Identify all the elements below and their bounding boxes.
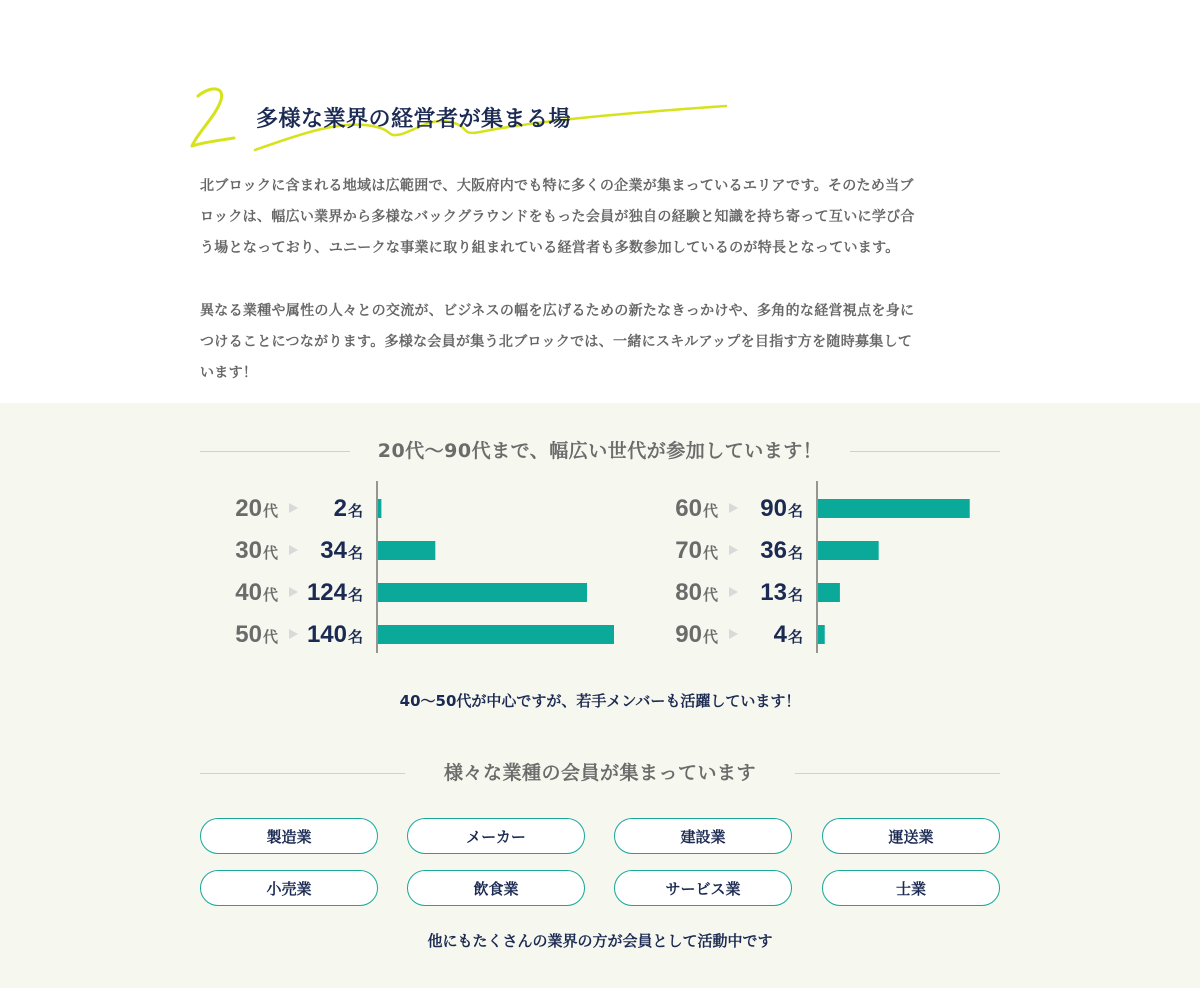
age-label: 60	[675, 495, 702, 522]
count-value: 4	[773, 621, 787, 648]
count-unit: 名	[788, 628, 804, 646]
industry-tag: 製造業	[200, 818, 378, 854]
age-bar	[818, 583, 840, 602]
age-label: 70	[675, 537, 702, 564]
triangle-arrow-icon	[289, 503, 298, 513]
age-section-title	[200, 439, 1000, 463]
count-unit: 名	[348, 586, 364, 604]
triangle-arrow-icon	[729, 503, 738, 513]
age-suffix: 代	[263, 628, 279, 646]
heading-decoration	[0, 0, 1200, 170]
age-bar	[818, 541, 879, 560]
count-value: 2	[333, 495, 347, 522]
age-label: 20	[235, 495, 262, 522]
triangle-arrow-icon	[289, 587, 298, 597]
section-heading: 多様な業界の経営者が集まる場	[256, 107, 572, 132]
count-value: 36	[760, 537, 787, 564]
paragraph-line: ロックは、幅広い業界から多様なバックグラウンドをもった会員が独自の経験と知識を持ち寄って互いに学び合	[200, 209, 915, 225]
industry-tag: メーカー	[407, 818, 585, 854]
count-value: 124	[306, 579, 347, 606]
age-suffix: 代	[703, 544, 719, 562]
count-value: 13	[760, 579, 787, 606]
triangle-arrow-icon	[729, 587, 738, 597]
age-bar	[378, 583, 587, 602]
count-unit: 名	[788, 586, 804, 604]
count-value: 140	[306, 621, 347, 648]
count-unit: 名	[788, 502, 804, 520]
industry-tag: サービス業	[614, 870, 792, 906]
age-label: 90	[675, 621, 702, 648]
industry-tag: 運送業	[822, 818, 1000, 854]
age-bar	[818, 499, 970, 518]
count-unit: 名	[348, 628, 364, 646]
industry-tag: 建設業	[614, 818, 792, 854]
age-suffix: 代	[703, 502, 719, 520]
triangle-arrow-icon	[289, 629, 298, 639]
age-bar	[378, 625, 614, 644]
age-bar	[378, 541, 435, 560]
industry-section-title	[200, 761, 1000, 785]
triangle-arrow-icon	[729, 545, 738, 555]
age-label: 40	[235, 579, 262, 606]
age-title-text: 20代〜90代まで、幅広い世代が参加しています！	[377, 440, 823, 462]
industry-tag: 小売業	[200, 870, 378, 906]
count-value: 90	[760, 495, 787, 522]
paragraph-line: つけることにつながります。多様な会員が集う北ブロックでは、一緒にスキルアップを目指す方を随時募集して	[200, 334, 913, 350]
count-unit: 名	[348, 502, 364, 520]
count-unit: 名	[788, 544, 804, 562]
age-bar	[818, 625, 825, 644]
industry-title-text: 様々な業種の会員が集まっています	[443, 762, 756, 784]
age-bar-chart	[200, 481, 1000, 661]
age-suffix: 代	[263, 586, 279, 604]
industry-tag: 飲食業	[407, 870, 585, 906]
triangle-arrow-icon	[289, 545, 298, 555]
age-suffix: 代	[703, 628, 719, 646]
intro-paragraph-2	[200, 296, 1000, 389]
age-bar	[378, 499, 381, 518]
age-label: 30	[235, 537, 262, 564]
paragraph-line: 北ブロックに含まれる地域は広範囲で、大阪府内でも特に多くの企業が集まっているエリアです。そのため当ブ	[200, 178, 914, 194]
paragraph-line: う場となっており、ユニークな事業に取り組まれている経営者も多数参加しているのが特長となっています。	[200, 240, 900, 256]
age-label: 50	[235, 621, 262, 648]
age-suffix: 代	[263, 502, 279, 520]
age-note: 40〜50代が中心ですが、若手メンバーも活躍しています！	[399, 692, 801, 710]
triangle-arrow-icon	[729, 629, 738, 639]
paragraph-line: 異なる業種や属性の人々との交流が、ビジネスの幅を広げるための新たなきっかけや、多角的な経営視点を身に	[200, 303, 915, 319]
count-unit: 名	[348, 544, 364, 562]
paragraph-line: います！	[200, 365, 258, 381]
age-label: 80	[675, 579, 702, 606]
industry-tag: 士業	[822, 870, 1000, 906]
age-suffix: 代	[263, 544, 279, 562]
intro-paragraph-1	[200, 171, 1000, 264]
industry-note: 他にもたくさんの業界の方が会員として活動中です	[427, 932, 773, 950]
age-suffix: 代	[703, 586, 719, 604]
count-value: 34	[320, 537, 347, 564]
number-mark-2	[192, 89, 234, 146]
intro-section	[0, 0, 1200, 403]
stats-section	[0, 403, 1200, 988]
